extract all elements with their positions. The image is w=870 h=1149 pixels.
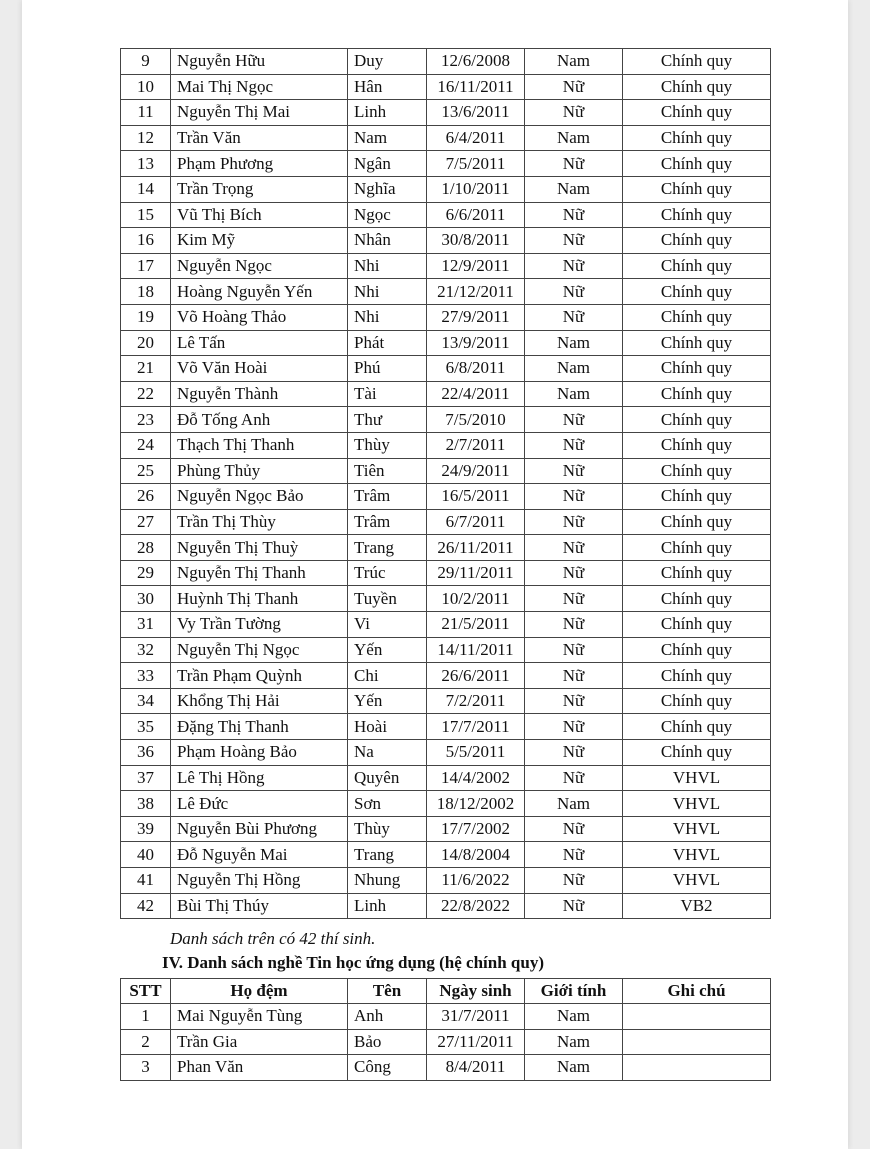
cell-stt: 38 (121, 791, 171, 817)
cell-ghi-chu: Chính quy (623, 125, 771, 151)
cell-ghi-chu: Chính quy (623, 509, 771, 535)
cell-ngay-sinh: 7/5/2011 (427, 151, 525, 177)
cell-ten: Nhung (348, 868, 427, 894)
cell-ten: Thư (348, 407, 427, 433)
cell-ten: Hoài (348, 714, 427, 740)
cell-ten: Tiên (348, 458, 427, 484)
cell-ho-dem: Nguyễn Thành (171, 381, 348, 407)
cell-gioi-tinh: Nữ (525, 535, 623, 561)
table-row (121, 1029, 771, 1055)
cell-ho-dem: Kim Mỹ (171, 228, 348, 254)
cell-ngay-sinh: 16/11/2011 (427, 74, 525, 100)
cell-gioi-tinh: Nữ (525, 560, 623, 586)
cell-gioi-tinh: Nữ (525, 253, 623, 279)
cell-gioi-tinh: Nữ (525, 509, 623, 535)
cell-ngay-sinh: 22/8/2022 (427, 893, 525, 919)
cell-ho-dem: Nguyễn Thị Mai (171, 100, 348, 126)
cell-ngay-sinh: 21/5/2011 (427, 612, 525, 638)
cell-ngay-sinh: 24/9/2011 (427, 458, 525, 484)
cell-ghi-chu: Chính quy (623, 381, 771, 407)
cell-stt: 13 (121, 151, 171, 177)
cell-ho-dem: Thạch Thị Thanh (171, 432, 348, 458)
cell-gioi-tinh: Nam (525, 330, 623, 356)
section-heading: IV. Danh sách nghề Tin học ứng dụng (hệ chính quy) (162, 953, 544, 972)
cell-ho-dem: Nguyễn Thị Thanh (171, 560, 348, 586)
cell-ghi-chu (623, 1029, 771, 1055)
cell-ghi-chu: Chính quy (623, 688, 771, 714)
cell-ten: Thùy (348, 432, 427, 458)
cell-ngay-sinh: 13/6/2011 (427, 100, 525, 126)
cell-gioi-tinh: Nam (525, 125, 623, 151)
cell-gioi-tinh: Nữ (525, 279, 623, 305)
cell-ten: Linh (348, 100, 427, 126)
table-row (121, 1004, 771, 1030)
cell-ten: Phát (348, 330, 427, 356)
cell-ho-dem: Hoàng Nguyễn Yến (171, 279, 348, 305)
cell-ghi-chu: Chính quy (623, 586, 771, 612)
cell-ghi-chu: Chính quy (623, 304, 771, 330)
cell-ghi-chu: VHVL (623, 791, 771, 817)
cell-ngay-sinh: 6/8/2011 (427, 356, 525, 382)
cell-ho-dem: Huỳnh Thị Thanh (171, 586, 348, 612)
cell-stt: 1 (121, 1004, 171, 1030)
cell-ho-dem: Vy Trần Tường (171, 612, 348, 638)
table-row (121, 842, 771, 868)
cell-ngay-sinh: 31/7/2011 (427, 1004, 525, 1030)
cell-ghi-chu: Chính quy (623, 612, 771, 638)
cell-ghi-chu: Chính quy (623, 432, 771, 458)
cell-stt: 18 (121, 279, 171, 305)
cell-gioi-tinh: Nữ (525, 637, 623, 663)
table-row (121, 151, 771, 177)
table-header-row (121, 979, 771, 1004)
cell-stt: 27 (121, 509, 171, 535)
cell-ghi-chu: VHVL (623, 842, 771, 868)
cell-ghi-chu: Chính quy (623, 356, 771, 382)
cell-ten: Trang (348, 842, 427, 868)
cell-stt: 23 (121, 407, 171, 433)
cell-stt: 3 (121, 1055, 171, 1081)
cell-ten: Quyên (348, 765, 427, 791)
cell-ghi-chu: Chính quy (623, 49, 771, 75)
cell-stt: 16 (121, 228, 171, 254)
table-row (121, 74, 771, 100)
cell-ten: Anh (348, 1004, 427, 1030)
cell-gioi-tinh: Nữ (525, 893, 623, 919)
cell-ho-dem: Phạm Phương (171, 151, 348, 177)
cell-ho-dem: Nguyễn Ngọc (171, 253, 348, 279)
cell-stt: 37 (121, 765, 171, 791)
cell-gioi-tinh: Nữ (525, 151, 623, 177)
cell-ho-dem: Bùi Thị Thúy (171, 893, 348, 919)
cell-stt: 25 (121, 458, 171, 484)
cell-ho-dem: Lê Thị Hồng (171, 765, 348, 791)
cell-stt: 29 (121, 560, 171, 586)
header-gioi-tinh: Giới tính (525, 979, 623, 1004)
table-row (121, 100, 771, 126)
cell-gioi-tinh: Nữ (525, 816, 623, 842)
cell-stt: 22 (121, 381, 171, 407)
cell-ghi-chu: VHVL (623, 868, 771, 894)
table-row (121, 228, 771, 254)
cell-ho-dem: Phạm Hoàng Bảo (171, 740, 348, 766)
table-row (121, 560, 771, 586)
cell-ghi-chu: Chính quy (623, 637, 771, 663)
cell-gioi-tinh: Nữ (525, 842, 623, 868)
cell-stt: 21 (121, 356, 171, 382)
cell-ten: Yến (348, 688, 427, 714)
cell-ho-dem: Đỗ Tống Anh (171, 407, 348, 433)
cell-gioi-tinh: Nữ (525, 407, 623, 433)
cell-ghi-chu: VHVL (623, 816, 771, 842)
cell-ten: Trâm (348, 509, 427, 535)
cell-stt: 34 (121, 688, 171, 714)
cell-ngay-sinh: 17/7/2011 (427, 714, 525, 740)
cell-gioi-tinh: Nữ (525, 432, 623, 458)
cell-gioi-tinh: Nam (525, 791, 623, 817)
cell-stt: 39 (121, 816, 171, 842)
cell-ho-dem: Trần Trọng (171, 176, 348, 202)
cell-ngay-sinh: 13/9/2011 (427, 330, 525, 356)
cell-ten: Phú (348, 356, 427, 382)
cell-gioi-tinh: Nam (525, 49, 623, 75)
table-row (121, 49, 771, 75)
cell-ghi-chu: Chính quy (623, 714, 771, 740)
cell-ngay-sinh: 14/11/2011 (427, 637, 525, 663)
cell-ghi-chu: VHVL (623, 765, 771, 791)
cell-gioi-tinh: Nữ (525, 868, 623, 894)
cell-ghi-chu: Chính quy (623, 253, 771, 279)
cell-stt: 36 (121, 740, 171, 766)
table-row (121, 356, 771, 382)
cell-ho-dem: Trần Thị Thùy (171, 509, 348, 535)
cell-gioi-tinh: Nữ (525, 663, 623, 689)
cell-ngay-sinh: 27/9/2011 (427, 304, 525, 330)
table-row (121, 637, 771, 663)
cell-ten: Trúc (348, 560, 427, 586)
cell-ho-dem: Trần Phạm Quỳnh (171, 663, 348, 689)
cell-stt: 9 (121, 49, 171, 75)
summary-note: Danh sách trên có 42 thí sinh. (170, 929, 376, 948)
cell-ho-dem: Nguyễn Ngọc Bảo (171, 484, 348, 510)
table-row (121, 740, 771, 766)
cell-stt: 11 (121, 100, 171, 126)
cell-ten: Duy (348, 49, 427, 75)
cell-ngay-sinh: 2/7/2011 (427, 432, 525, 458)
cell-ngay-sinh: 22/4/2011 (427, 381, 525, 407)
table-row (121, 893, 771, 919)
cell-ten: Ngọc (348, 202, 427, 228)
cell-stt: 32 (121, 637, 171, 663)
cell-ngay-sinh: 5/5/2011 (427, 740, 525, 766)
header-ho-dem: Họ đệm (171, 979, 348, 1004)
cell-stt: 17 (121, 253, 171, 279)
cell-stt: 19 (121, 304, 171, 330)
cell-ngay-sinh: 7/5/2010 (427, 407, 525, 433)
cell-ngay-sinh: 12/6/2008 (427, 49, 525, 75)
cell-stt: 31 (121, 612, 171, 638)
cell-ghi-chu: Chính quy (623, 458, 771, 484)
cell-stt: 40 (121, 842, 171, 868)
cell-ngay-sinh: 29/11/2011 (427, 560, 525, 586)
cell-ghi-chu: Chính quy (623, 663, 771, 689)
cell-ten: Chi (348, 663, 427, 689)
cell-ten: Nhi (348, 253, 427, 279)
header-stt: STT (121, 979, 171, 1004)
cell-stt: 33 (121, 663, 171, 689)
table-row (121, 663, 771, 689)
cell-ten: Công (348, 1055, 427, 1081)
table-row (121, 381, 771, 407)
cell-ten: Tài (348, 381, 427, 407)
cell-ngay-sinh: 8/4/2011 (427, 1055, 525, 1081)
table-row (121, 125, 771, 151)
cell-ngay-sinh: 14/8/2004 (427, 842, 525, 868)
cell-gioi-tinh: Nữ (525, 740, 623, 766)
cell-ghi-chu: Chính quy (623, 484, 771, 510)
table-row (121, 509, 771, 535)
cell-ho-dem: Đặng Thị Thanh (171, 714, 348, 740)
cell-ten: Nhi (348, 304, 427, 330)
cell-ngay-sinh: 6/7/2011 (427, 509, 525, 535)
cell-ten: Sơn (348, 791, 427, 817)
cell-ngay-sinh: 21/12/2011 (427, 279, 525, 305)
cell-ngay-sinh: 12/9/2011 (427, 253, 525, 279)
cell-ho-dem: Võ Văn Hoài (171, 356, 348, 382)
cell-ten: Tuyền (348, 586, 427, 612)
cell-ten: Bảo (348, 1029, 427, 1055)
cell-ten: Ngân (348, 151, 427, 177)
table-row (121, 688, 771, 714)
table-row (121, 868, 771, 894)
it-application-table (120, 978, 771, 1081)
cell-ghi-chu: VB2 (623, 893, 771, 919)
cell-stt: 42 (121, 893, 171, 919)
cell-gioi-tinh: Nữ (525, 74, 623, 100)
cell-ten: Nhi (348, 279, 427, 305)
table-row (121, 765, 771, 791)
table-row (121, 176, 771, 202)
cell-ten: Nghĩa (348, 176, 427, 202)
cell-stt: 26 (121, 484, 171, 510)
cell-ghi-chu: Chính quy (623, 330, 771, 356)
cell-stt: 35 (121, 714, 171, 740)
cell-stt: 30 (121, 586, 171, 612)
table-row (121, 816, 771, 842)
cell-ho-dem: Khổng Thị Hải (171, 688, 348, 714)
table-row (121, 304, 771, 330)
cell-ho-dem: Nguyễn Hữu (171, 49, 348, 75)
table-row (121, 202, 771, 228)
cell-gioi-tinh: Nữ (525, 688, 623, 714)
cell-ho-dem: Phùng Thủy (171, 458, 348, 484)
cell-stt: 28 (121, 535, 171, 561)
cell-ghi-chu: Chính quy (623, 176, 771, 202)
cell-stt: 12 (121, 125, 171, 151)
cell-stt: 10 (121, 74, 171, 100)
cell-ho-dem: Lê Đức (171, 791, 348, 817)
cell-ten: Trang (348, 535, 427, 561)
table-row (121, 714, 771, 740)
table-row (121, 484, 771, 510)
cell-ghi-chu: Chính quy (623, 74, 771, 100)
cell-ngay-sinh: 26/6/2011 (427, 663, 525, 689)
cell-ghi-chu: Chính quy (623, 535, 771, 561)
cell-ngay-sinh: 11/6/2022 (427, 868, 525, 894)
cell-ten: Trâm (348, 484, 427, 510)
cell-ho-dem: Mai Nguyễn Tùng (171, 1004, 348, 1030)
cell-ten: Linh (348, 893, 427, 919)
cell-ten: Thùy (348, 816, 427, 842)
cell-ho-dem: Phan Văn (171, 1055, 348, 1081)
table-row (121, 253, 771, 279)
cell-ghi-chu: Chính quy (623, 740, 771, 766)
cell-ten: Vi (348, 612, 427, 638)
cell-stt: 41 (121, 868, 171, 894)
cell-ho-dem: Đỗ Nguyễn Mai (171, 842, 348, 868)
cell-ho-dem: Lê Tấn (171, 330, 348, 356)
table-row (121, 458, 771, 484)
cell-ten: Nhân (348, 228, 427, 254)
cell-ho-dem: Mai Thị Ngọc (171, 74, 348, 100)
cell-ngay-sinh: 1/10/2011 (427, 176, 525, 202)
cell-ten: Nam (348, 125, 427, 151)
cell-ghi-chu: Chính quy (623, 228, 771, 254)
cell-gioi-tinh: Nữ (525, 202, 623, 228)
cell-ghi-chu: Chính quy (623, 202, 771, 228)
cell-ngay-sinh: 18/12/2002 (427, 791, 525, 817)
cell-ghi-chu (623, 1055, 771, 1081)
table-row (121, 279, 771, 305)
cell-ngay-sinh: 30/8/2011 (427, 228, 525, 254)
table-row (121, 586, 771, 612)
student-list-table (120, 48, 771, 919)
cell-ngay-sinh: 7/2/2011 (427, 688, 525, 714)
cell-ghi-chu: Chính quy (623, 560, 771, 586)
cell-ngay-sinh: 16/5/2011 (427, 484, 525, 510)
cell-ho-dem: Nguyễn Bùi Phương (171, 816, 348, 842)
cell-gioi-tinh: Nữ (525, 228, 623, 254)
cell-stt: 15 (121, 202, 171, 228)
table-row (121, 791, 771, 817)
cell-gioi-tinh: Nữ (525, 765, 623, 791)
document-page (22, 0, 848, 1149)
table-row (121, 612, 771, 638)
cell-ten: Yến (348, 637, 427, 663)
cell-ghi-chu: Chính quy (623, 151, 771, 177)
cell-ho-dem: Võ Hoàng Thảo (171, 304, 348, 330)
cell-stt: 24 (121, 432, 171, 458)
cell-ho-dem: Trần Văn (171, 125, 348, 151)
cell-stt: 2 (121, 1029, 171, 1055)
header-ngay-sinh: Ngày sinh (427, 979, 525, 1004)
cell-ghi-chu: Chính quy (623, 100, 771, 126)
cell-ngay-sinh: 14/4/2002 (427, 765, 525, 791)
cell-gioi-tinh: Nữ (525, 458, 623, 484)
header-ghi-chu: Ghi chú (623, 979, 771, 1004)
cell-ho-dem: Nguyễn Thị Hồng (171, 868, 348, 894)
table-row (121, 407, 771, 433)
cell-ghi-chu: Chính quy (623, 279, 771, 305)
cell-gioi-tinh: Nữ (525, 612, 623, 638)
cell-ghi-chu (623, 1004, 771, 1030)
cell-ngay-sinh: 10/2/2011 (427, 586, 525, 612)
cell-gioi-tinh: Nam (525, 356, 623, 382)
cell-ngay-sinh: 26/11/2011 (427, 535, 525, 561)
cell-ngay-sinh: 6/6/2011 (427, 202, 525, 228)
cell-ho-dem: Vũ Thị Bích (171, 202, 348, 228)
table-row (121, 330, 771, 356)
cell-stt: 14 (121, 176, 171, 202)
cell-ho-dem: Nguyễn Thị Thuỳ (171, 535, 348, 561)
cell-gioi-tinh: Nữ (525, 714, 623, 740)
table-row (121, 1055, 771, 1081)
cell-ten: Hân (348, 74, 427, 100)
cell-ghi-chu: Chính quy (623, 407, 771, 433)
cell-gioi-tinh: Nam (525, 1055, 623, 1081)
cell-gioi-tinh: Nữ (525, 100, 623, 126)
cell-gioi-tinh: Nữ (525, 586, 623, 612)
cell-ho-dem: Trần Gia (171, 1029, 348, 1055)
table-row (121, 535, 771, 561)
cell-gioi-tinh: Nam (525, 176, 623, 202)
cell-ngay-sinh: 17/7/2002 (427, 816, 525, 842)
table-row (121, 432, 771, 458)
cell-ho-dem: Nguyễn Thị Ngọc (171, 637, 348, 663)
cell-gioi-tinh: Nam (525, 1029, 623, 1055)
student-list-body (121, 49, 771, 919)
cell-gioi-tinh: Nam (525, 1004, 623, 1030)
cell-gioi-tinh: Nữ (525, 304, 623, 330)
cell-ngay-sinh: 6/4/2011 (427, 125, 525, 151)
cell-stt: 20 (121, 330, 171, 356)
cell-ten: Na (348, 740, 427, 766)
header-ten: Tên (348, 979, 427, 1004)
it-application-body (121, 1004, 771, 1081)
cell-ngay-sinh: 27/11/2011 (427, 1029, 525, 1055)
cell-gioi-tinh: Nữ (525, 484, 623, 510)
cell-gioi-tinh: Nam (525, 381, 623, 407)
